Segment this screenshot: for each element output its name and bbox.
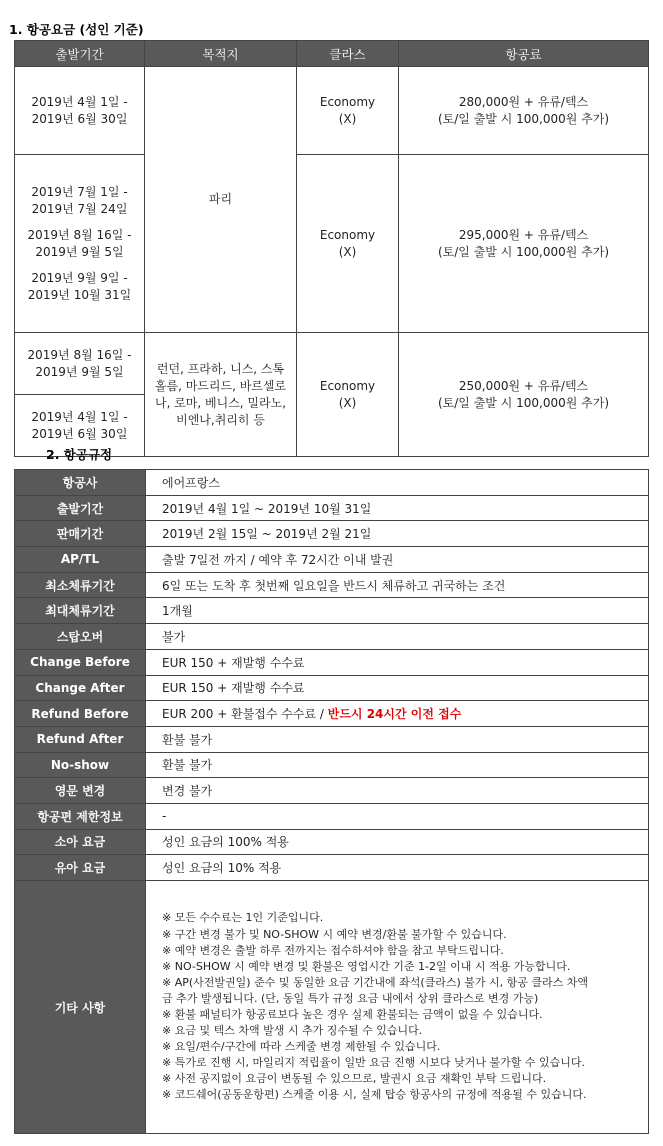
rule-row-refund-after	[15, 726, 649, 752]
rule-row-infant-fare	[15, 855, 649, 881]
rule-value: 2019년 2월 15일 ~ 2019년 2월 21일	[146, 521, 649, 547]
rule-row-flight-restriction	[15, 803, 649, 829]
rule-value: -	[146, 803, 649, 829]
class-cell: Economy (X)	[297, 333, 399, 457]
rule-value: EUR 150 + 재발행 수수료	[146, 649, 649, 675]
note-line: ※ 모든 수수료는 1인 기준입니다.	[162, 911, 324, 925]
rule-value: EUR 200 + 환불접수 수수료 / 반드시 24시간 이전 접수	[146, 701, 649, 727]
note-line: ※ 환불 패널티가 항공료보다 높은 경우 실제 환불되는 금액이 없을 수 있습니다.	[162, 1008, 543, 1021]
note-line: ※ 요일/편수/구간에 따라 스케줄 변경 제한될 수 있습니다.	[162, 1040, 441, 1054]
rule-row-child-fare	[15, 829, 649, 855]
rule-value: 불가	[146, 624, 649, 650]
rule-label: Change After	[15, 675, 146, 701]
note-line: ※ 특가로 진행 시, 마일리지 적립율이 일반 요금 진행 시보다 낮거나 불가할 수 있습니다.	[162, 1056, 585, 1070]
refund-warning: 반드시 24시간 이전 접수	[327, 707, 462, 722]
rule-value: 에어프랑스	[146, 470, 649, 496]
rule-label: 최소체류기간	[15, 572, 146, 598]
rule-row-change-after	[15, 675, 649, 701]
header-fare: 항공료	[399, 41, 649, 67]
note-line: ※ 예약 변경은 출발 하루 전까지는 접수하셔야 함을 참고 부탁드립니다.	[162, 943, 504, 957]
rule-label: 판매기간	[15, 521, 146, 547]
rule-label: 소아 요금	[15, 829, 146, 855]
rule-label: Refund After	[15, 726, 146, 752]
rule-row-name-change	[15, 778, 649, 804]
period-cell: 2019년 8월 16일 - 2019년 9월 5일	[15, 333, 145, 395]
rule-label: 유아 요금	[15, 855, 146, 881]
rule-value: 출발 7일전 까지 / 예약 후 72시간 이내 발권	[146, 547, 649, 573]
note-line: ※ 코드쉐어(공동운항편) 스케줄 이용 시, 실제 탑승 항공사의 규정에 적용될 수 있습니다.	[162, 1088, 587, 1102]
misc-notes	[146, 881, 649, 1134]
rule-label: 출발기간	[15, 495, 146, 521]
destination-cell-europe: 런던, 프라하, 니스, 스톡 홀름, 마드리드, 바르셀로 나, 로마, 베니스, 밀라노, 비엔나,취리히 등	[145, 333, 297, 457]
note-line: 금 추가 발생됩니다. (단, 동일 특가 규정 요금 내에서 상위 클라스로 변경 가능)	[162, 991, 539, 1005]
table-row	[15, 155, 649, 333]
rule-value: 6일 또는 도착 후 첫번째 일요일을 반드시 체류하고 귀국하는 조건	[146, 572, 649, 598]
period-cell: 2019년 4월 1일 - 2019년 6월 30일	[15, 67, 145, 155]
rule-row-misc	[15, 881, 649, 1134]
rule-label: 항공편 제한정보	[15, 803, 146, 829]
destination-cell-paris: 파리	[145, 67, 297, 333]
rule-row-change-before	[15, 649, 649, 675]
rule-value: 성인 요금의 10% 적용	[146, 855, 649, 881]
fare-cell: 250,000원 + 유류/텍스 (토/일 출발 시 100,000원 추가)	[399, 333, 649, 457]
rule-label: 최대체류기간	[15, 598, 146, 624]
header-destination: 목적지	[145, 41, 297, 67]
note-line: ※ NO-SHOW 시 예약 변경 및 환불은 영업시간 기준 1-2일 이내 시 적용 가능합니다.	[162, 959, 571, 973]
period-cell: 2019년 4월 1일 - 2019년 6월 30일	[15, 395, 145, 457]
rule-row-sales-period	[15, 521, 649, 547]
rule-value: 1개월	[146, 598, 649, 624]
note-line: ※ 사전 공지없이 요금이 변동될 수 있으므로, 발권시 요금 재확인 부탁 드립니다.	[162, 1072, 547, 1086]
rule-row-departure-period	[15, 495, 649, 521]
rule-value: 변경 불가	[146, 778, 649, 804]
fare-cell: 295,000원 + 유류/텍스 (토/일 출발 시 100,000원 추가)	[399, 155, 649, 333]
rule-row-stopover	[15, 624, 649, 650]
rule-label: 기타 사항	[15, 881, 146, 1134]
rule-label: AP/TL	[15, 547, 146, 573]
rule-value: 환불 불가	[146, 726, 649, 752]
fare-table	[14, 40, 649, 457]
rule-row-ap-tl	[15, 547, 649, 573]
header-class: 클라스	[297, 41, 399, 67]
rule-value: 2019년 4월 1일 ~ 2019년 10월 31일	[146, 495, 649, 521]
class-cell: Economy (X)	[297, 67, 399, 155]
rule-label: 영문 변경	[15, 778, 146, 804]
rule-row-min-stay	[15, 572, 649, 598]
rule-row-no-show	[15, 752, 649, 778]
note-line: ※ 구간 변경 불가 및 NO-SHOW 시 예약 변경/환불 불가할 수 있습니다.	[162, 927, 507, 941]
rule-label: 항공사	[15, 470, 146, 496]
rule-label: No-show	[15, 752, 146, 778]
rule-label: Refund Before	[15, 701, 146, 727]
header-period: 출발기간	[15, 41, 145, 67]
rule-value: 환불 불가	[146, 752, 649, 778]
rule-value: EUR 150 + 재발행 수수료	[146, 675, 649, 701]
section1-title: 1. 항공요금 (성인 기준)	[9, 22, 144, 37]
period-cell: 2019년 7월 1일 - 2019년 7월 24일 2019년 8월 16일 - 2019년 9월 5일 2019년 9월 9일 - 2019년 10월 31일	[15, 155, 145, 333]
rule-value: 성인 요금의 100% 적용	[146, 829, 649, 855]
table-row	[15, 67, 649, 155]
rule-row-max-stay	[15, 598, 649, 624]
rule-label: 스탑오버	[15, 624, 146, 650]
note-line: ※ AP(사전발권일) 준수 및 동일한 요금 기간내에 좌석(클라스) 불가 시, 항공 클라스 차액	[162, 975, 589, 989]
fare-cell: 280,000원 + 유류/텍스 (토/일 출발 시 100,000원 추가)	[399, 67, 649, 155]
table-row	[15, 333, 649, 395]
note-line: ※ 요금 및 텍스 차액 발생 시 추가 징수될 수 있습니다.	[162, 1024, 423, 1038]
section2-title: 2. 항공규정	[46, 447, 113, 462]
rule-label: Change Before	[15, 649, 146, 675]
rule-row-airline	[15, 470, 649, 496]
rules-table	[14, 469, 649, 1134]
class-cell: Economy (X)	[297, 155, 399, 333]
rule-row-refund-before	[15, 701, 649, 727]
